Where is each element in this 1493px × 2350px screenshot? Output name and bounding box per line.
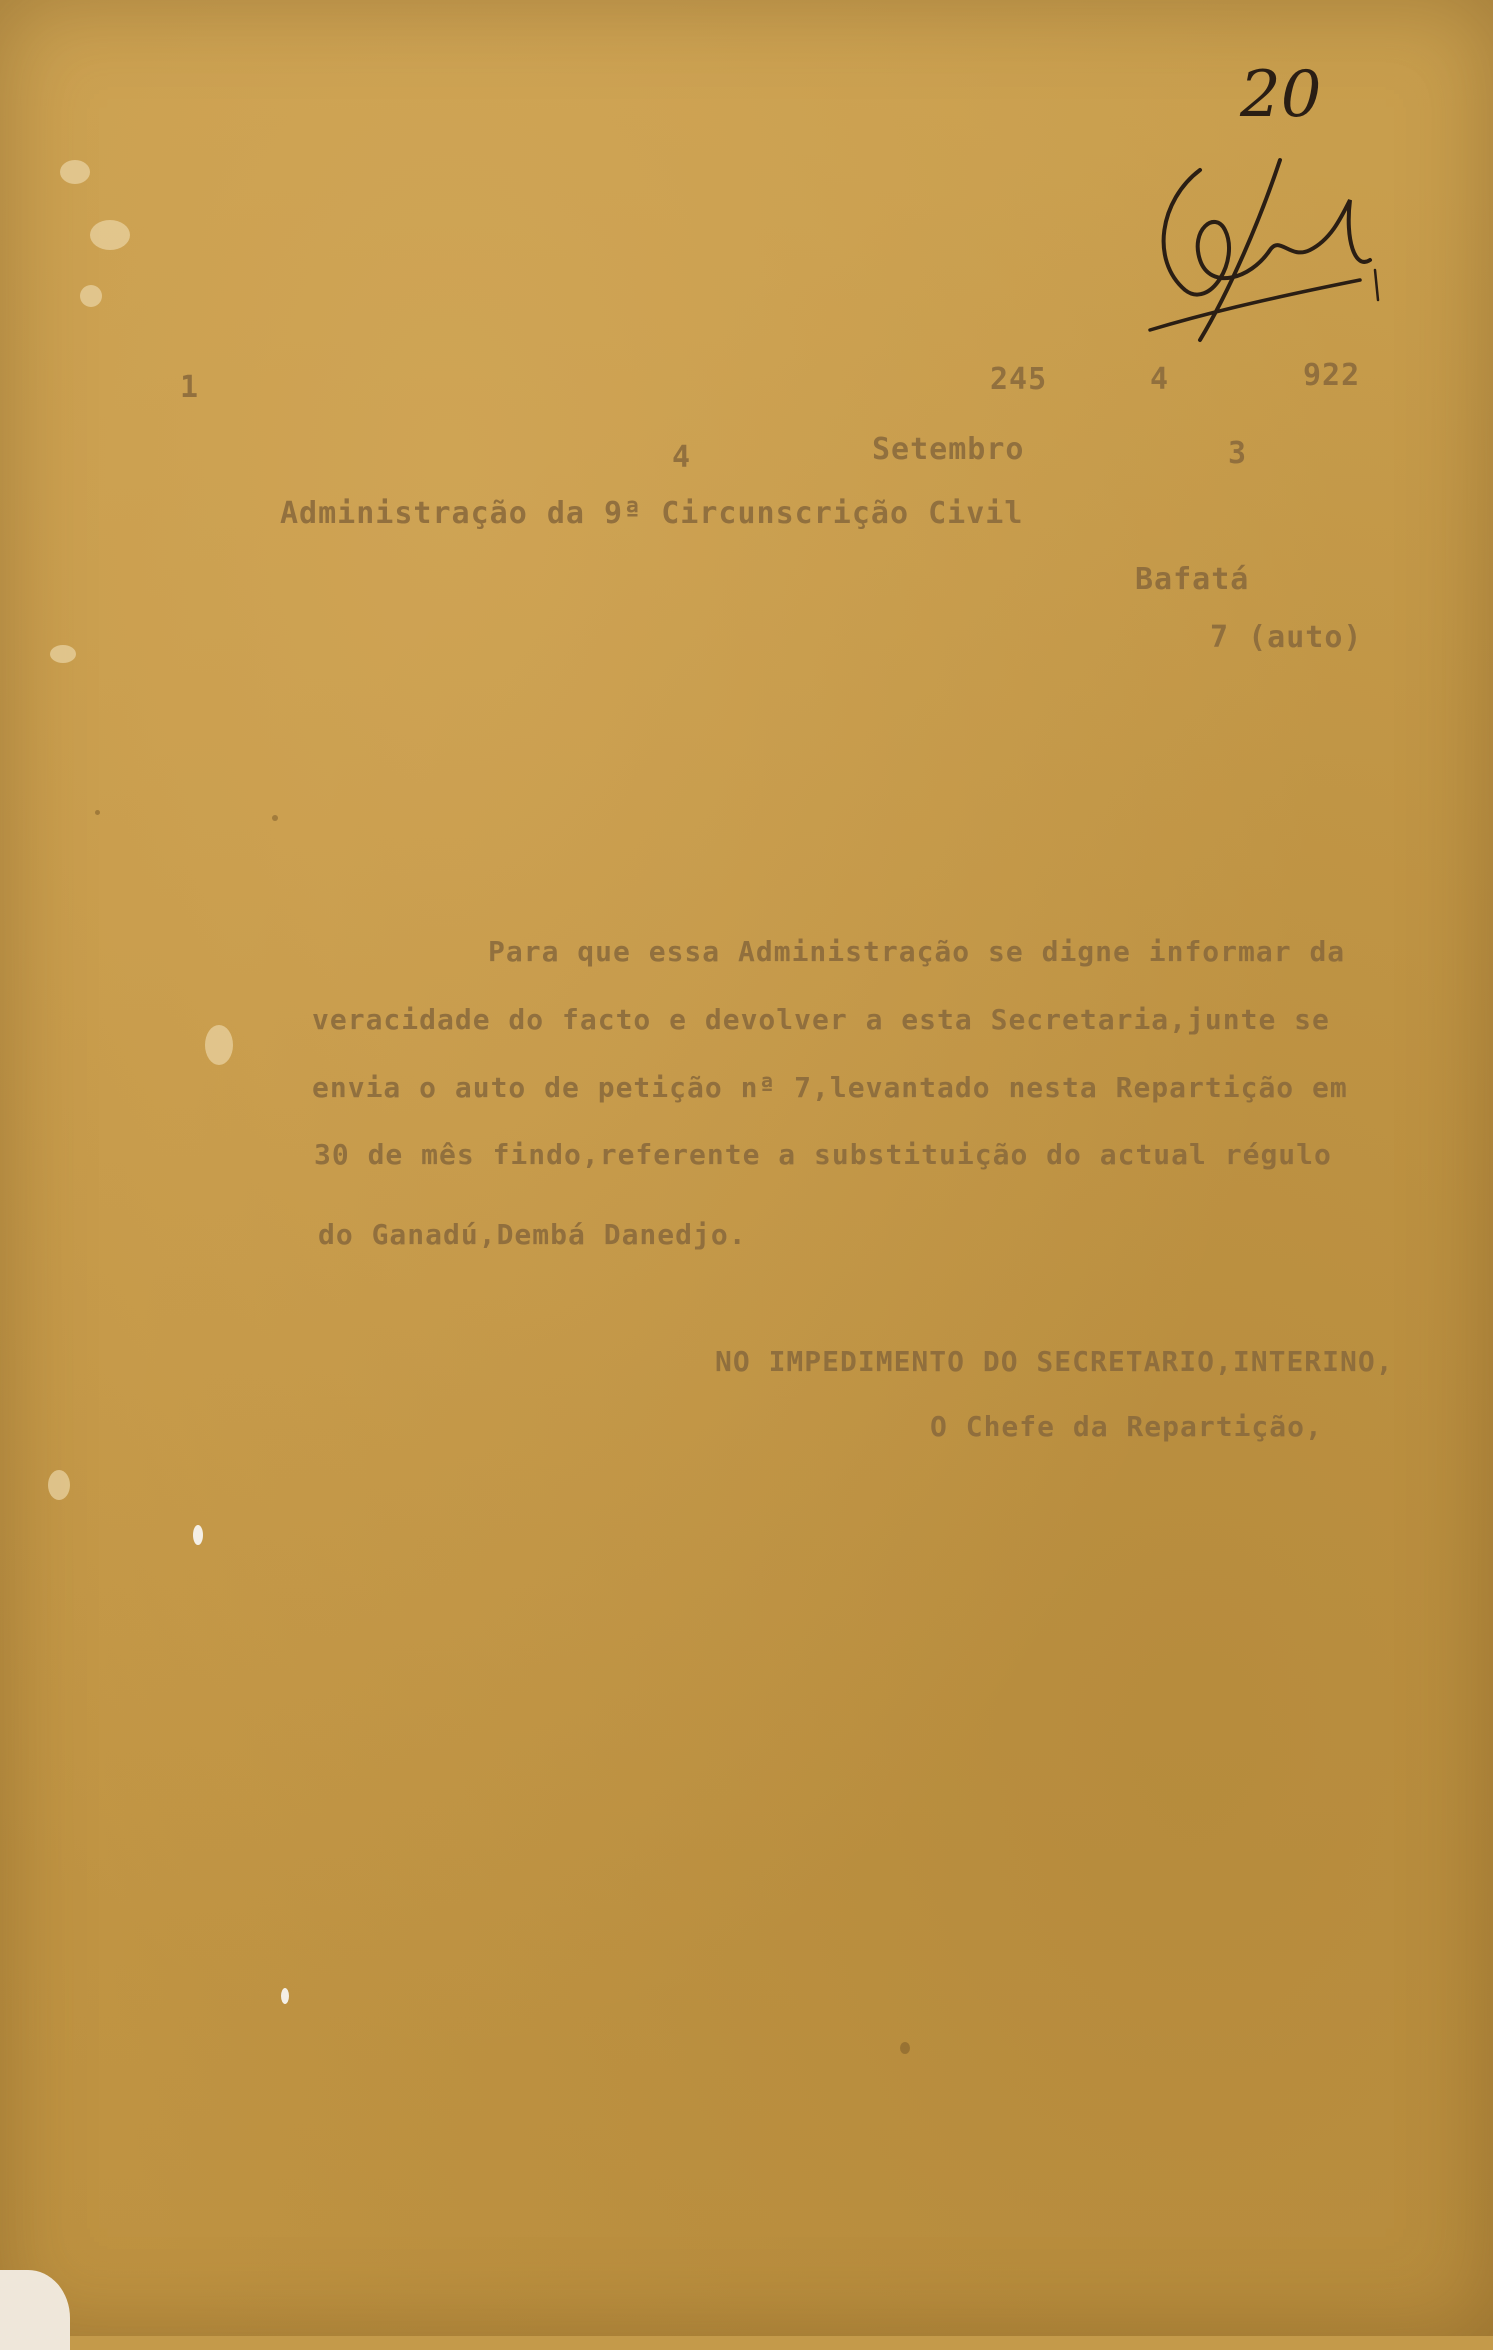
signature-line-2: O Chefe da Repartição, <box>930 1410 1323 1443</box>
reference-number: 245 <box>990 362 1048 397</box>
paper-stain <box>60 160 90 184</box>
paper-corner-tear <box>0 2270 70 2350</box>
paper-speck <box>272 815 278 821</box>
paper-speck <box>900 2042 910 2054</box>
handwritten-signature-mark <box>1140 140 1400 360</box>
reference-series: 4 <box>1150 362 1170 397</box>
body-line: envia o auto de petição nª 7,levantado nesta Repartição em <box>312 1071 1348 1104</box>
paper-stain <box>80 285 102 307</box>
body-line: 30 de mês findo,referente a substituição do actual régulo <box>314 1138 1332 1171</box>
folio-number: 20 <box>1240 58 1322 132</box>
reference-note: 7 (auto) <box>1210 620 1363 655</box>
paper-stain <box>205 1025 233 1065</box>
date-month: Setembro <box>872 432 1025 467</box>
paper-speck <box>281 1988 289 2004</box>
reference-year: 922 <box>1303 358 1361 393</box>
paper-stain <box>50 645 76 663</box>
addressee: Administração da 9ª Circunscrição Civil <box>280 496 1024 531</box>
paper-speck <box>95 810 100 815</box>
body-line: do Ganadú,Dembá Danedjo. <box>318 1218 747 1251</box>
body-line: veracidade do facto e devolver a esta Secretaria,junte se <box>312 1003 1330 1036</box>
body-line: Para que essa Administração se digne informar da <box>488 935 1346 968</box>
copy-number: 1 <box>180 370 200 405</box>
paper-stain <box>90 220 130 250</box>
paper-stain <box>48 1470 70 1500</box>
place: Bafatá <box>1135 562 1250 597</box>
date-day: 4 <box>672 440 692 475</box>
paper-speck <box>193 1525 203 1545</box>
date-extra: 3 <box>1228 436 1248 471</box>
signature-line-1: NO IMPEDIMENTO DO SECRETARIO,INTERINO, <box>715 1345 1394 1378</box>
